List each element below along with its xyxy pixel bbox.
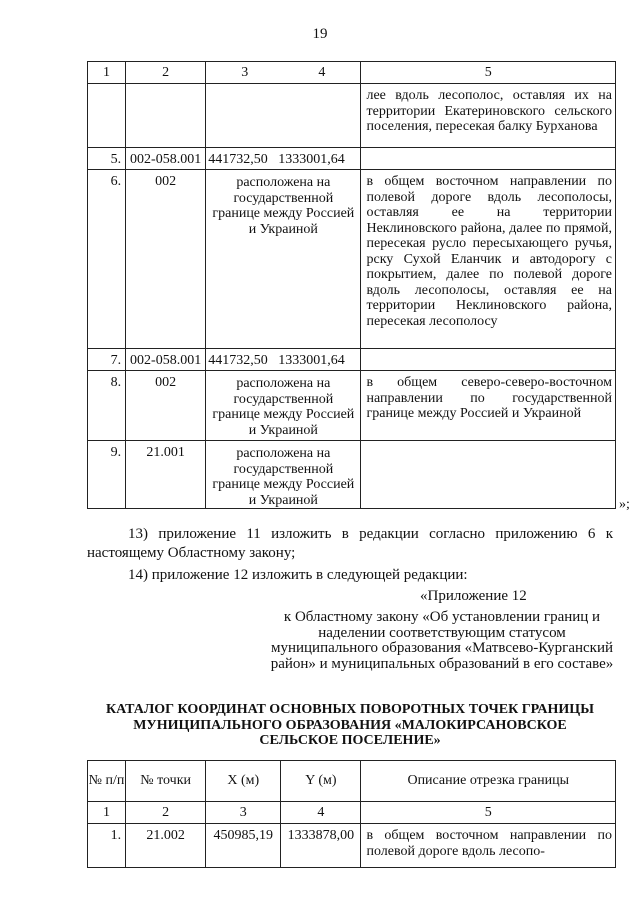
table-header-row: [88, 62, 616, 84]
header-cell: 5: [361, 802, 616, 824]
y-coordinate: 1333001,64: [278, 152, 345, 167]
y-coordinate: 1333001,64: [278, 353, 345, 368]
header-cell: 4: [281, 802, 361, 824]
coordinates: [206, 148, 361, 170]
table-row: [88, 441, 616, 509]
header-cell: 3: [241, 64, 249, 80]
point-id: 002: [126, 371, 206, 441]
header-cell: [206, 62, 361, 84]
header-cell: 3: [206, 802, 281, 824]
appendix-subtitle: к Областному закону «Об установлении границ и наделении соответствующим статусом муниципального образования «Матвсево-Курганский район» и муниципальных образований в его составе»: [270, 609, 614, 672]
table-row: [88, 349, 616, 371]
point-location: расположена на государственной границе между Россией и Украиной: [206, 371, 361, 441]
point-id: 21.002: [126, 824, 206, 868]
table-row: [88, 148, 616, 170]
point-id: 21.001: [126, 441, 206, 509]
point-id: 002-058.001: [126, 148, 206, 170]
header-cell: 4: [318, 64, 326, 80]
segment-description: [361, 441, 616, 509]
x-coordinate: 450985,19: [206, 824, 281, 868]
header-cell: 2: [126, 62, 206, 84]
row-number: 6.: [88, 170, 126, 349]
header-cell: № точки: [126, 761, 206, 802]
row-number: 8.: [88, 371, 126, 441]
point-id: 002: [126, 170, 206, 349]
header-cell: 1: [88, 62, 126, 84]
segment-description: лее вдоль лесополос, оставляя их на территории Екатериновского сельского поселения, пересекая балку Бурханова: [361, 84, 616, 148]
row-number: 5.: [88, 148, 126, 170]
coordinates: [206, 349, 361, 371]
page-bottom-cutoff: [0, 870, 640, 905]
segment-description: [361, 349, 616, 371]
table-row: [88, 170, 616, 349]
amendment-paragraph-14: 14) приложение 12 изложить в следующей редакции:: [128, 567, 468, 583]
x-coordinate: 441732,50: [208, 353, 268, 368]
appendix-title: «Приложение 12: [420, 588, 527, 604]
table-header-row: [88, 761, 616, 802]
point-id: 002-058.001: [126, 349, 206, 371]
point-id: [126, 84, 206, 148]
point-location: расположена на государственной границе между Россией и Украиной: [206, 170, 361, 349]
header-cell: X (м): [206, 761, 281, 802]
amendment-paragraph-13: 13) приложение 11 изложить в редакции согласно приложению 6 к настоящему Областному закону;: [87, 526, 613, 561]
header-cell: 5: [361, 62, 616, 84]
coordinates-catalog-table: [87, 760, 616, 868]
point-location: расположена на государственной границе между Россией и Украиной: [206, 441, 361, 509]
table-row: [88, 371, 616, 441]
segment-description: в общем восточном направлении по полевой дороге вдоль лесопо-: [361, 824, 616, 868]
header-cell: 2: [126, 802, 206, 824]
header-cell: Y (м): [281, 761, 361, 802]
boundary-table-continued: [87, 61, 616, 509]
x-coordinate: 441732,50: [208, 152, 268, 167]
segment-description: [361, 148, 616, 170]
y-coordinate: 1333878,00: [281, 824, 361, 868]
table-row: [88, 824, 616, 868]
closing-quote-mark: »;: [619, 497, 630, 512]
row-number: 9.: [88, 441, 126, 509]
row-number: [88, 84, 126, 148]
table-header-number-row: [88, 802, 616, 824]
segment-description: в общем северо-северо-восточном направлении по государственной границе между Россией и Украиной: [361, 371, 616, 441]
header-cell: № п/п: [88, 761, 126, 802]
row-number: 1.: [88, 824, 126, 868]
table-row: [88, 84, 616, 148]
header-cell: Описание отрезка границы: [361, 761, 616, 802]
segment-description: в общем восточном направлении по полевой дороге вдоль лесополосы, оставляя ее на территории Неклиновского района, далее по прямой, пересекая русло пересыхающего ручья, рску Сухой Еланчик и автодорогу с покрытием, далее по полевой дороге вдоль лесополосы, оставляя ее на территории Неклиновского района, пересекая лесополосу: [361, 170, 616, 349]
header-cell: 1: [88, 802, 126, 824]
page-number: 19: [312, 26, 328, 42]
coordinates: [206, 84, 361, 148]
row-number: 7.: [88, 349, 126, 371]
catalog-title: КАТАЛОГ КООРДИНАТ ОСНОВНЫХ ПОВОРОТНЫХ ТОЧЕК ГРАНИЦЫ МУНИЦИПАЛЬНОГО ОБРАЗОВАНИЯ «МАЛОКИРСАНОВСКОЕ СЕЛЬСКОЕ ПОСЕЛЕНИЕ»: [106, 702, 594, 748]
